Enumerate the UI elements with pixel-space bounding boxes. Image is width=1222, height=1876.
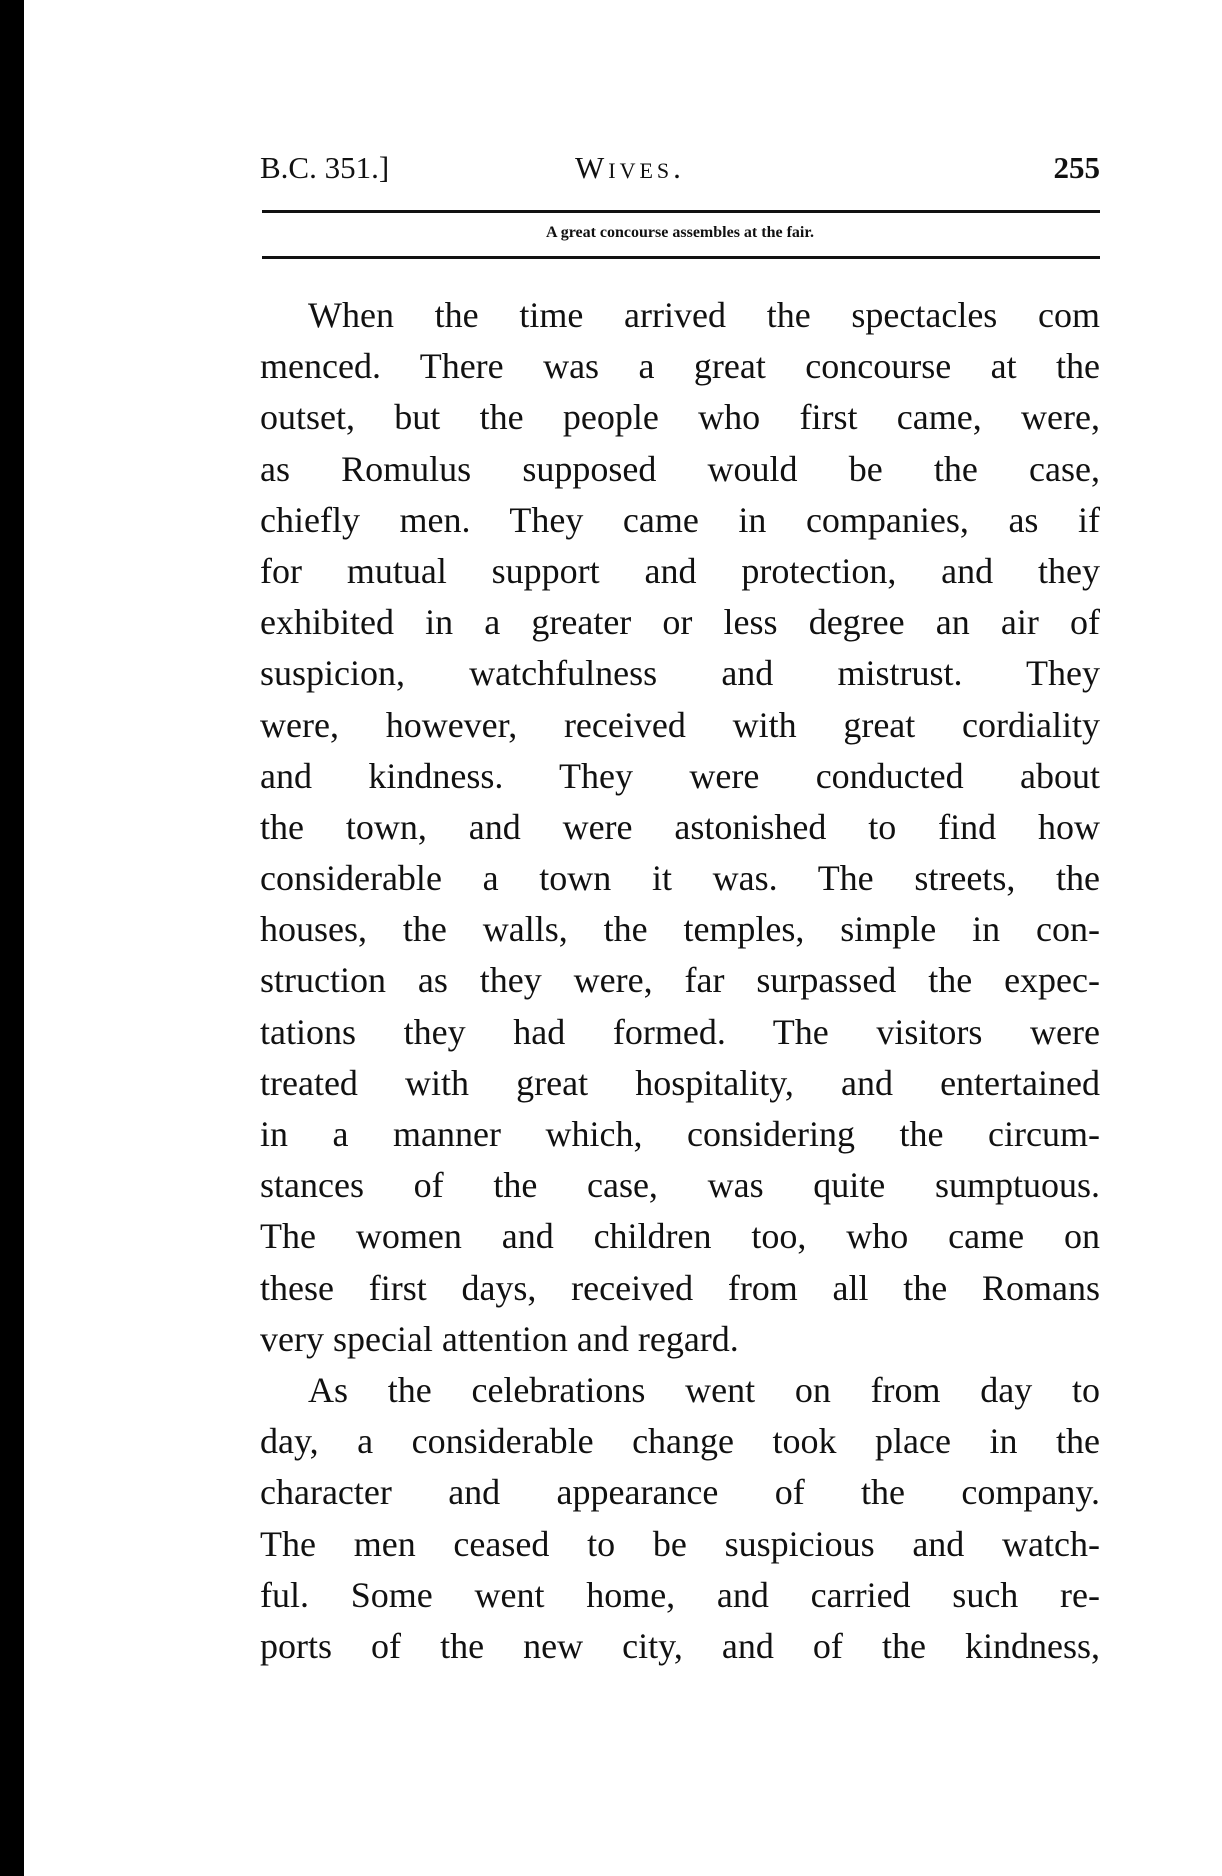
text-line: suspicion, watchfulness and mistrust. They <box>260 653 1100 694</box>
text-line: day, a considerable change took place in the <box>260 1421 1100 1462</box>
text-line: struction as they were, far surpassed the expec- <box>260 960 1100 1001</box>
page-number: 255 <box>1053 150 1100 185</box>
text-line: and kindness. They were conducted about <box>260 755 1100 796</box>
text-line: were, however, received with great cordiality <box>260 704 1100 745</box>
text-line: exhibited in a greater or less degree an air of <box>260 602 1100 643</box>
header-rule <box>262 210 1100 213</box>
text-line: stances of the case, was quite sumptuous. <box>260 1165 1100 1206</box>
text-line: these first days, received from all the Romans <box>260 1267 1100 1308</box>
page-subtitle: A great concourse assembles at the fair. <box>546 224 814 241</box>
text-line: very special attention and regard. <box>260 1318 739 1359</box>
body-text <box>260 290 1100 1672</box>
text-line: ports of the new city, and of the kindness, <box>260 1625 1100 1666</box>
text-line: in a manner which, considering the circum- <box>260 1114 1100 1154</box>
subtitle-rule <box>262 256 1100 259</box>
text-line: for mutual support and protection, and they <box>260 550 1100 591</box>
text-line: menced. There was a great concourse at the <box>260 346 1100 387</box>
text-line: as Romulus supposed would be the case, <box>260 448 1100 489</box>
text-line: character and appearance of the company. <box>260 1472 1100 1513</box>
text-line: treated with great hospitality, and entertained <box>260 1062 1100 1103</box>
text-line: The women and children too, who came on <box>260 1216 1100 1257</box>
text-line: outset, but the people who first came, were, <box>260 397 1100 438</box>
header-title: Wives. <box>575 150 685 185</box>
text-line: The men ceased to be suspicious and watch- <box>260 1523 1100 1564</box>
text-line: the town, and were astonished to find how <box>260 806 1100 847</box>
text-line: considerable a town it was. The streets, the <box>260 858 1100 899</box>
header-date: B.C. 351.] <box>260 150 390 185</box>
running-header <box>260 150 1100 190</box>
text-line: When the time arrived the spectacles com <box>308 295 1100 335</box>
text-line: houses, the walls, the temples, simple in con- <box>260 909 1100 950</box>
text-line: ful. Some went home, and carried such re- <box>260 1574 1100 1615</box>
text-line: As the celebrations went on from day to <box>308 1369 1100 1410</box>
scan-edge <box>0 0 24 1876</box>
text-line: tations they had formed. The visitors were <box>260 1011 1100 1052</box>
text-line: chiefly men. They came in companies, as if <box>260 499 1100 540</box>
